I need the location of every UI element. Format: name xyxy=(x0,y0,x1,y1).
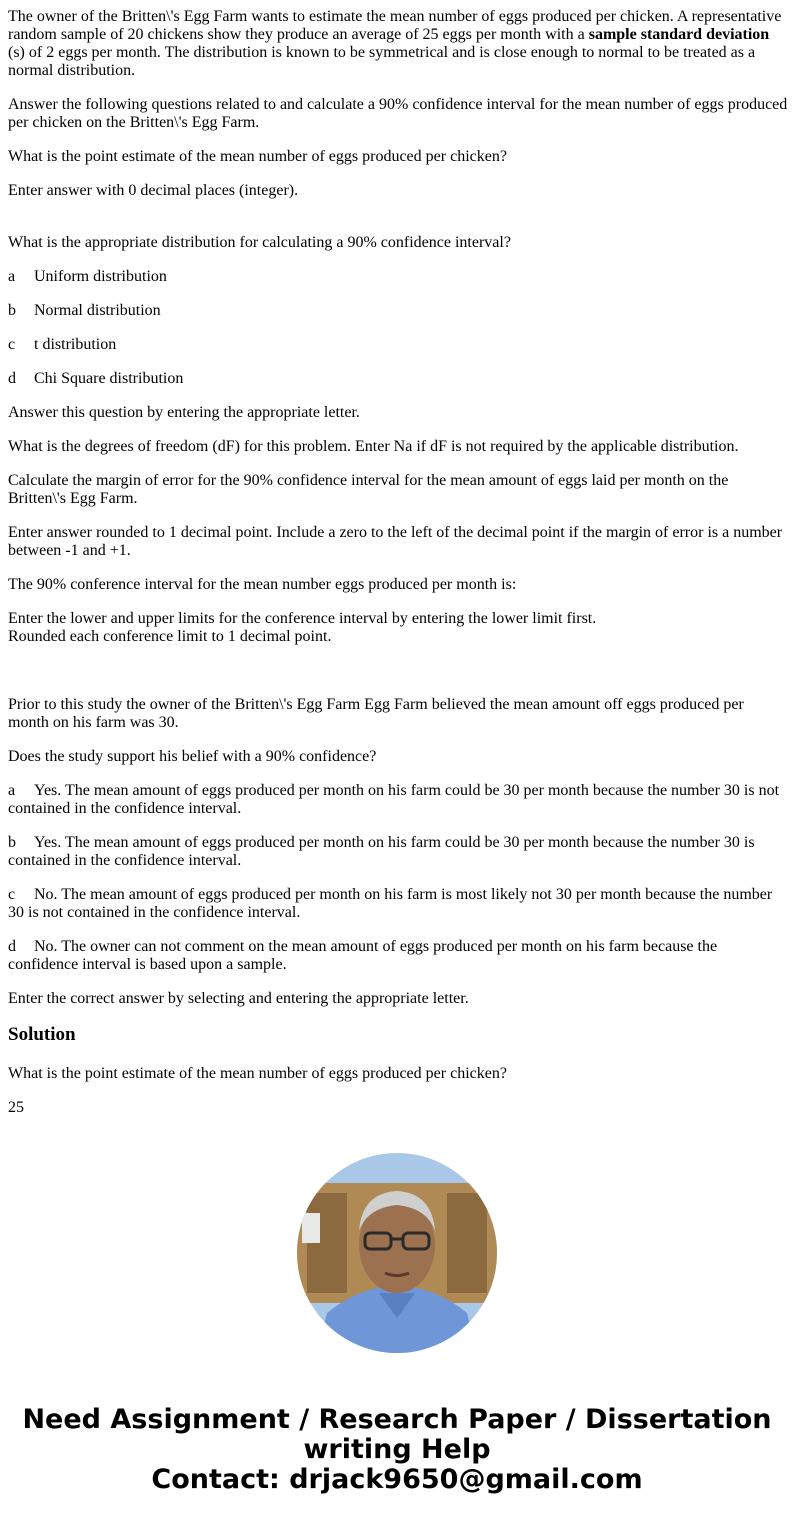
footer-line-1: Need Assignment / Research Paper / Dissertation xyxy=(22,1404,772,1435)
question-point-estimate: What is the point estimate of the mean number of eggs produced per chicken? xyxy=(8,148,507,165)
solution-answer: 25 xyxy=(8,1099,24,1116)
belief-option-a: a Yes. The mean amount of eggs produced per month on his farm could be 30 per month because the number 30 is not contained in the confidence interval. xyxy=(8,782,780,817)
distribution-option-c: c t distribution xyxy=(8,336,117,353)
document-content xyxy=(8,8,788,1133)
distribution-hint: Answer this question by entering the appropriate letter. xyxy=(8,404,360,421)
belief-option-d: d No. The owner can not comment on the mean amount of eggs produced per month on his farm because the confidence interval is based upon a sample. xyxy=(8,938,718,973)
help-contact-footer xyxy=(0,1405,794,1495)
question-support-belief: Does the study support his belief with a 90% confidence? xyxy=(8,748,377,765)
prior-belief-paragraph: Prior to this study the owner of the Britten\'s Egg Farm Egg Farm believed the mean amount off eggs produced per month on his farm was 30. xyxy=(8,696,744,731)
footer-contact-line: Contact: drjack9650@gmail.com xyxy=(151,1464,643,1495)
distribution-option-a: a Uniform distribution xyxy=(8,268,167,285)
instruction-paragraph: Answer the following questions related to and calculate a 90% confidence interval for the mean number of eggs produced per chicken on the Britten\'s Egg Farm. xyxy=(8,96,788,131)
distribution-option-d: d Chi Square distribution xyxy=(8,370,184,387)
question-degrees-of-freedom: What is the degrees of freedom (dF) for this problem. Enter Na if dF is not required by the applicable distribution. xyxy=(8,438,739,455)
question-confidence-interval: The 90% conference interval for the mean number eggs produced per month is: xyxy=(8,576,517,593)
point-estimate-hint: Enter answer with 0 decimal places (integer). xyxy=(8,182,299,199)
question-margin-of-error: Calculate the margin of error for the 90% confidence interval for the mean amount of eggs laid per month on the Britten\'s Egg Farm. xyxy=(8,472,729,507)
intro-paragraph: The owner of the Britten\'s Egg Farm wants to estimate the mean number of eggs produced per chicken. A representative random sample of 20 chickens show they produce an average of 25 eggs per month with a sample standard deviation (s) of 2 eggs per month. The distribution is known to be symmetrical and is close enough to normal to be treated as a normal distribution. xyxy=(8,8,782,79)
question-distribution: What is the appropriate distribution for calculating a 90% confidence interval? xyxy=(8,234,511,251)
confidence-interval-hint: Enter the lower and upper limits for the conference interval by entering the lower limit first. Rounded each conference limit to 1 decimal point. xyxy=(8,610,597,645)
avatar xyxy=(297,1153,497,1353)
belief-option-c: c No. The mean amount of eggs produced per month on his farm is most likely not 30 per month because the number 30 is not contained in the confidence interval. xyxy=(8,886,773,921)
belief-option-b: b Yes. The mean amount of eggs produced per month on his farm could be 30 per month because the number 30 is contained in the confidence interval. xyxy=(8,834,755,869)
distribution-option-b: b Normal distribution xyxy=(8,302,161,319)
solution-question: What is the point estimate of the mean number of eggs produced per chicken? xyxy=(8,1065,507,1082)
person-photo-icon xyxy=(297,1153,497,1353)
solution-heading: Solution xyxy=(8,1024,76,1045)
footer-line-2: writing Help xyxy=(303,1434,491,1465)
bold-term: sample standard deviation xyxy=(588,26,770,43)
belief-hint: Enter the correct answer by selecting and entering the appropriate letter. xyxy=(8,990,469,1007)
margin-of-error-hint: Enter answer rounded to 1 decimal point. Include a zero to the left of the decimal point if the margin of error is a number between -1 and +1. xyxy=(8,524,783,559)
